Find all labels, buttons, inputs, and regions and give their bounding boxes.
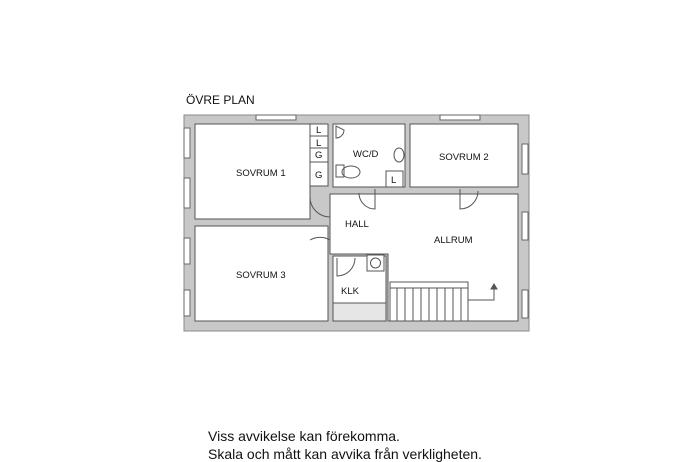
- closet-label: L: [316, 125, 322, 136]
- closet-label: L: [391, 175, 397, 186]
- closet-label: L: [316, 138, 322, 149]
- room-label-sovrum-1: SOVRUM 1: [236, 168, 286, 179]
- room-label-wcd: WC/D: [353, 149, 379, 160]
- room-label-sovrum-3: SOVRUM 3: [236, 270, 286, 281]
- room-label-hall: HALL: [345, 219, 369, 230]
- room-label-allrum: ALLRUM: [434, 235, 473, 246]
- closet-label: G: [315, 150, 323, 161]
- disclaimer-line-2: Skala och mått kan avvika från verkligheten.: [208, 446, 482, 462]
- washer-icon: [367, 255, 384, 271]
- room-label-sovrum-2: SOVRUM 2: [439, 152, 489, 163]
- plan-title: ÖVRE PLAN: [186, 93, 255, 107]
- room-label-klk: KLK: [341, 286, 359, 297]
- closet-label: G: [315, 170, 323, 181]
- klk-shelf: [333, 303, 386, 321]
- disclaimer-line-1: Viss avvikelse kan förekomma.: [208, 428, 400, 444]
